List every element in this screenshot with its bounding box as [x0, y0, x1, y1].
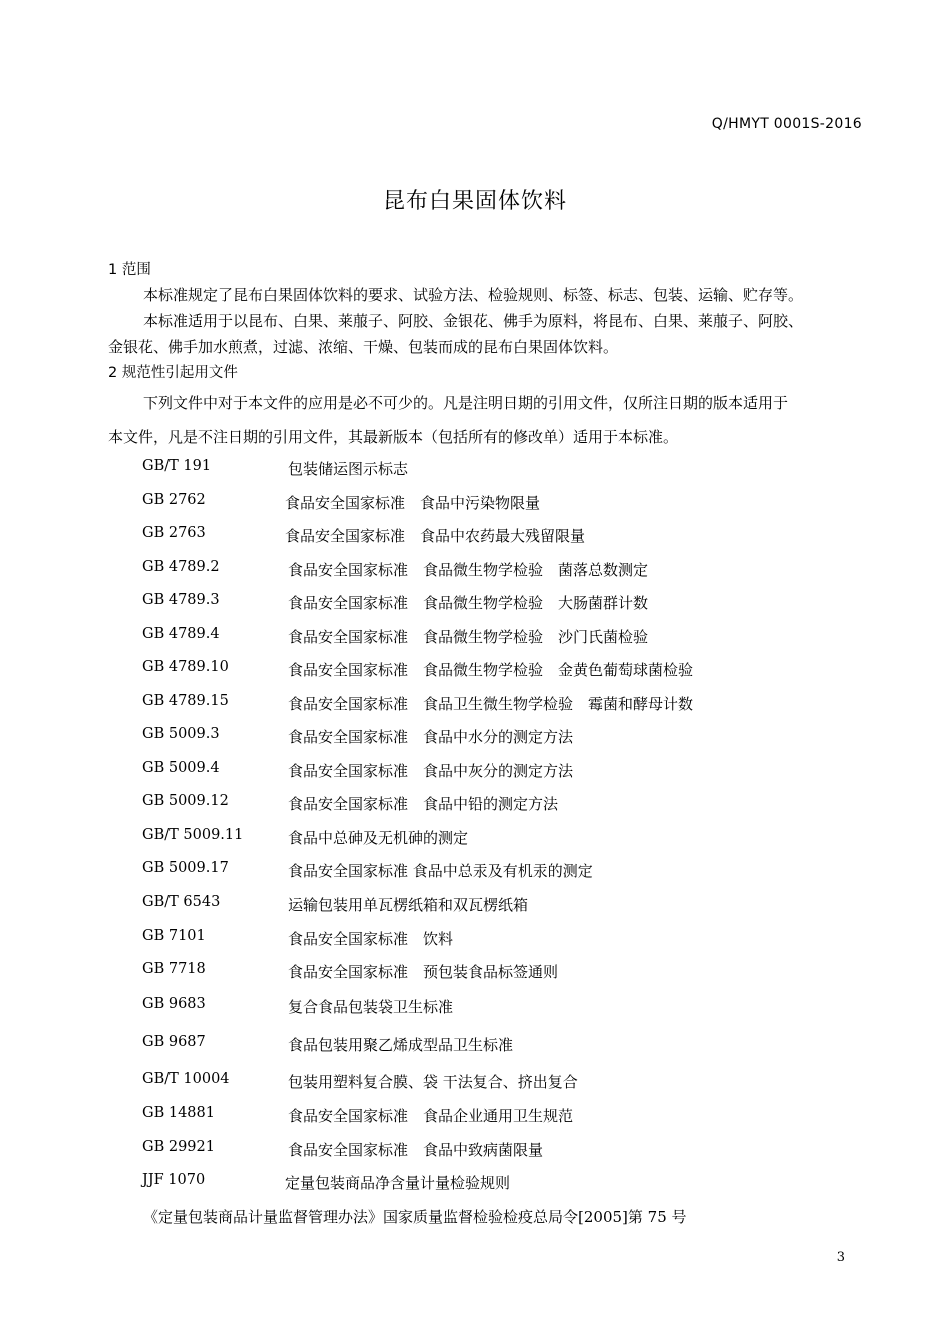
- reference-code: GB 2762: [142, 492, 206, 508]
- reference-title: 食品安全国家标准 食品微生物学检验 金黄色葡萄球菌检验: [288, 661, 694, 679]
- reference-title: 包装用塑料复合膜、袋 干法复合、挤出复合: [288, 1073, 578, 1091]
- reference-code: GB/T 191: [142, 458, 212, 474]
- reference-title: 食品安全国家标准 食品中总汞及有机汞的测定: [288, 862, 593, 880]
- reference-title: 食品安全国家标准 食品微生物学检验 沙门氏菌检验: [288, 628, 649, 646]
- reference-code: GB 4789.4: [142, 626, 220, 642]
- section-2-intro-line-1: 下列文件中对于本文件的应用是必不可少的。凡是注明日期的引用文件，仅所注日期的版本适用于: [143, 394, 789, 412]
- section-2-intro-line-2: 本文件，凡是不注日期的引用文件，其最新版本（包括所有的修改单）适用于本标准。: [108, 428, 679, 446]
- section-2-heading: 2 规范性引起用文件: [108, 365, 238, 381]
- reference-title: 复合食品包装袋卫生标准: [288, 998, 454, 1016]
- reference-title: 食品安全国家标准 食品微生物学检验 大肠菌群计数: [288, 594, 649, 612]
- document-code: Q/HMYT 0001S-2016: [711, 116, 862, 132]
- reference-code: GB/T 5009.11: [142, 827, 244, 843]
- decree-line: 《定量包装商品计量监督管理办法》国家质量监督检验检疫总局令[2005]第 75 号: [143, 1208, 687, 1226]
- reference-title: 食品包装用聚乙烯成型品卫生标准: [288, 1036, 514, 1054]
- reference-code: JJF 1070: [142, 1172, 206, 1188]
- reference-title: 食品安全国家标准 食品中致病菌限量: [288, 1141, 544, 1159]
- reference-title: 定量包装商品净含量计量检验规则: [285, 1174, 511, 1192]
- section-1-heading: 1 范围: [108, 262, 151, 278]
- reference-title: 食品安全国家标准 食品中水分的测定方法: [288, 728, 574, 746]
- reference-code: GB 2763: [142, 525, 206, 541]
- reference-code: GB/T 10004: [142, 1071, 230, 1087]
- reference-code: GB/T 6543: [142, 894, 221, 910]
- reference-title: 包装储运图示标志: [288, 460, 409, 478]
- reference-title: 食品安全国家标准 食品中灰分的测定方法: [288, 762, 574, 780]
- reference-title: 食品安全国家标准 预包装食品标签通则: [288, 963, 559, 981]
- section-1-paragraph-1: 本标准规定了昆布白果固体饮料的要求、试验方法、检验规则、标签、标志、包装、运输、贮存等。: [143, 286, 804, 304]
- page-number: 3: [836, 1250, 845, 1265]
- reference-title: 运输包装用单瓦楞纸箱和双瓦楞纸箱: [288, 896, 529, 914]
- reference-title: 食品安全国家标准 食品卫生微生物学检验 霉菌和酵母计数: [288, 695, 694, 713]
- reference-title: 食品安全国家标准 食品中农药最大残留限量: [285, 527, 586, 545]
- reference-code: GB 4789.2: [142, 559, 220, 575]
- reference-code: GB 4789.15: [142, 693, 229, 709]
- reference-code: GB 5009.17: [142, 860, 229, 876]
- reference-code: GB 5009.4: [142, 760, 220, 776]
- reference-code: GB 9687: [142, 1034, 206, 1050]
- section-1-paragraph-2-line-1: 本标准适用于以昆布、白果、莱菔子、阿胶、金银花、佛手为原料，将昆布、白果、莱菔子、阿胶、: [143, 312, 804, 330]
- reference-title: 食品中总砷及无机砷的测定: [288, 829, 469, 847]
- reference-code: GB 5009.12: [142, 793, 229, 809]
- reference-code: GB 4789.3: [142, 592, 220, 608]
- reference-code: GB 4789.10: [142, 659, 229, 675]
- reference-title: 食品安全国家标准 食品中铅的测定方法: [288, 795, 559, 813]
- document-title: 昆布白果固体饮料: [382, 189, 567, 214]
- reference-title: 食品安全国家标准 食品中污染物限量: [285, 494, 541, 512]
- reference-code: GB 14881: [142, 1105, 215, 1121]
- reference-title: 食品安全国家标准 食品微生物学检验 菌落总数测定: [288, 561, 649, 579]
- reference-title: 食品安全国家标准 饮料: [288, 930, 454, 948]
- reference-code: GB 7718: [142, 961, 206, 977]
- reference-code: GB 9683: [142, 996, 206, 1012]
- reference-code: GB 7101: [142, 928, 206, 944]
- reference-code: GB 29921: [142, 1139, 215, 1155]
- reference-title: 食品安全国家标准 食品企业通用卫生规范: [288, 1107, 574, 1125]
- reference-code: GB 5009.3: [142, 726, 220, 742]
- section-1-paragraph-2-line-2: 金银花、佛手加水煎煮，过滤、浓缩、干燥、包装而成的昆布白果固体饮料。: [108, 338, 619, 356]
